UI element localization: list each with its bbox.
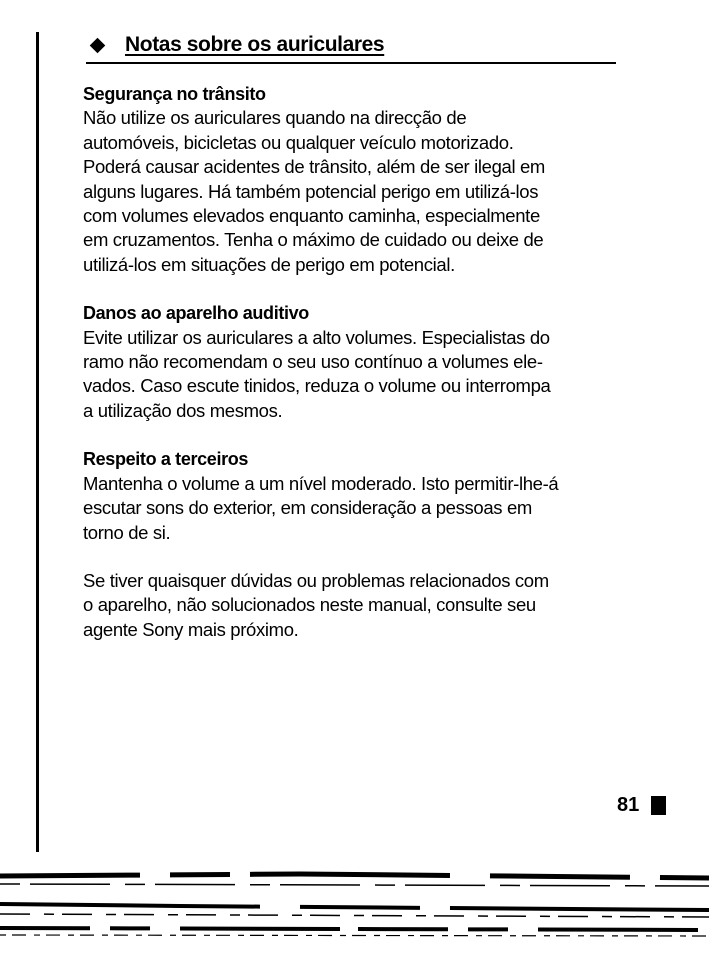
section-title: Respeito a terceiros [83, 449, 249, 470]
diamond-bullet-icon [90, 37, 106, 53]
paragraph-line: alguns lugares. Há também potencial perigo em utilizá-los [83, 180, 539, 202]
paragraph-line: Evite utilizar os auriculares a alto volumes. Especialistas do [83, 326, 550, 348]
scan-artifact-lines [0, 862, 709, 942]
section-title: Danos ao aparelho auditivo [83, 303, 309, 324]
paragraph-line: escutar sons do exterior, em consideração a pessoas em [83, 497, 532, 519]
paragraph-line: Poderá causar acidentes de trânsito, além de ser ilegal em [83, 156, 545, 178]
margin-rule [36, 32, 39, 852]
paragraph-line: o aparelho, não solucionados neste manual, consulte seu [83, 594, 536, 616]
body-text [83, 82, 643, 666]
paragraph-line: utilizá-los em situações de perigo em potencial. [83, 253, 455, 275]
section-heading [86, 28, 616, 64]
page-number [617, 794, 666, 817]
paragraph-line: ramo não recomendam o seu uso contínuo a volumes ele- [83, 351, 543, 373]
paragraph-line: automóveis, bicicletas ou qualquer veículo motorizado. [83, 131, 514, 153]
section-title: Segurança no trânsito [83, 84, 266, 104]
section-respect-others [83, 447, 643, 545]
paragraph-line: torno de si. [83, 521, 171, 543]
paragraph-line: Não utilize os auriculares quando na direcção de [83, 107, 467, 129]
paragraph-line: vados. Caso escute tinidos, reduza o volume ou interrompa [83, 375, 551, 397]
paragraph-line: em cruzamentos. Tenha o máximo de cuidado ou deixe de [83, 229, 544, 251]
paragraph-line: Mantenha o volume a um nível moderado. Isto permitir-lhe-á [83, 472, 559, 494]
paragraph-line: Se tiver quaisquer dúvidas ou problemas relacionados com [83, 569, 549, 591]
paragraph-line: com volumes elevados enquanto caminha, especialmente [83, 205, 540, 227]
page-number-text: 81 [617, 794, 640, 816]
page-title: Notas sobre os auriculares [125, 33, 385, 56]
section-contact-dealer [83, 569, 643, 642]
section-hearing-damage [83, 301, 643, 423]
section-traffic-safety [83, 82, 643, 277]
paragraph-line: a utilização dos mesmos. [83, 399, 283, 421]
paragraph-line: agente Sony mais próximo. [83, 618, 299, 640]
page-marker-icon [651, 796, 666, 815]
